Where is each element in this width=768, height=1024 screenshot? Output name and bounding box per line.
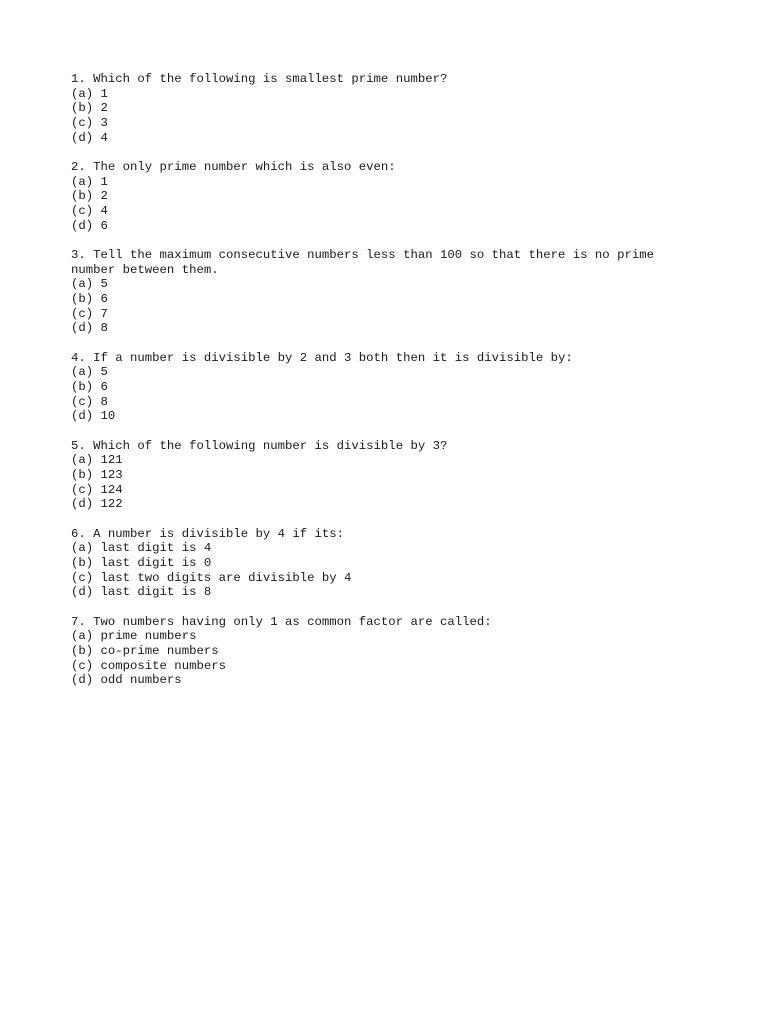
option-a: (a) 121: [71, 453, 123, 468]
question-text: 3. Tell the maximum consecutive numbers less than 100 so that there is no prime number between them.: [71, 248, 662, 277]
option-b: (b) co-prime numbers: [71, 644, 219, 659]
option-d: (d) 10: [71, 409, 116, 424]
question-3: [71, 248, 711, 336]
option-b: (b) 6: [71, 380, 108, 395]
option-c: (c) last two digits are divisible by 4: [71, 570, 352, 585]
option-b: (b) last digit is 0: [71, 556, 212, 571]
option-a: (a) last digit is 4: [71, 541, 212, 556]
question-6: [71, 527, 711, 600]
question-text: 7. Two numbers having only 1 as common factor are called:: [71, 614, 492, 629]
question-text: 5. Which of the following number is divisible by 3?: [71, 438, 448, 453]
option-b: (b) 123: [71, 468, 123, 483]
option-a: (a) 5: [71, 365, 108, 380]
option-d: (d) 6: [71, 218, 108, 233]
option-d: (d) 8: [71, 321, 108, 336]
option-c: (c) 4: [71, 204, 108, 219]
question-text: 1. Which of the following is smallest prime number?: [71, 72, 448, 86]
option-b: (b) 2: [71, 101, 108, 116]
question-5: [71, 439, 711, 512]
question-text: 6. A number is divisible by 4 if its:: [71, 526, 345, 541]
option-d: (d) 122: [71, 497, 123, 512]
option-b: (b) 6: [71, 292, 108, 307]
option-c: (c) 7: [71, 306, 108, 321]
option-c: (c) 8: [71, 394, 108, 409]
option-d: (d) odd numbers: [71, 673, 182, 688]
option-d: (d) 4: [71, 130, 108, 145]
option-a: (a) 5: [71, 277, 108, 292]
question-4: [71, 351, 711, 424]
option-a: (a) prime numbers: [71, 629, 197, 644]
option-a: (a) 1: [71, 86, 108, 101]
question-1: [71, 72, 711, 145]
question-text: 2. The only prime number which is also even:: [71, 160, 396, 175]
option-d: (d) last digit is 8: [71, 585, 212, 600]
question-text: 4. If a number is divisible by 2 and 3 both then it is divisible by:: [71, 350, 573, 365]
option-a: (a) 1: [71, 174, 108, 189]
option-c: (c) 3: [71, 116, 108, 131]
question-7: [71, 615, 711, 688]
quiz-document: [71, 72, 711, 703]
option-b: (b) 2: [71, 189, 108, 204]
option-c: (c) 124: [71, 482, 123, 497]
option-c: (c) composite numbers: [71, 658, 226, 673]
question-2: [71, 160, 711, 233]
